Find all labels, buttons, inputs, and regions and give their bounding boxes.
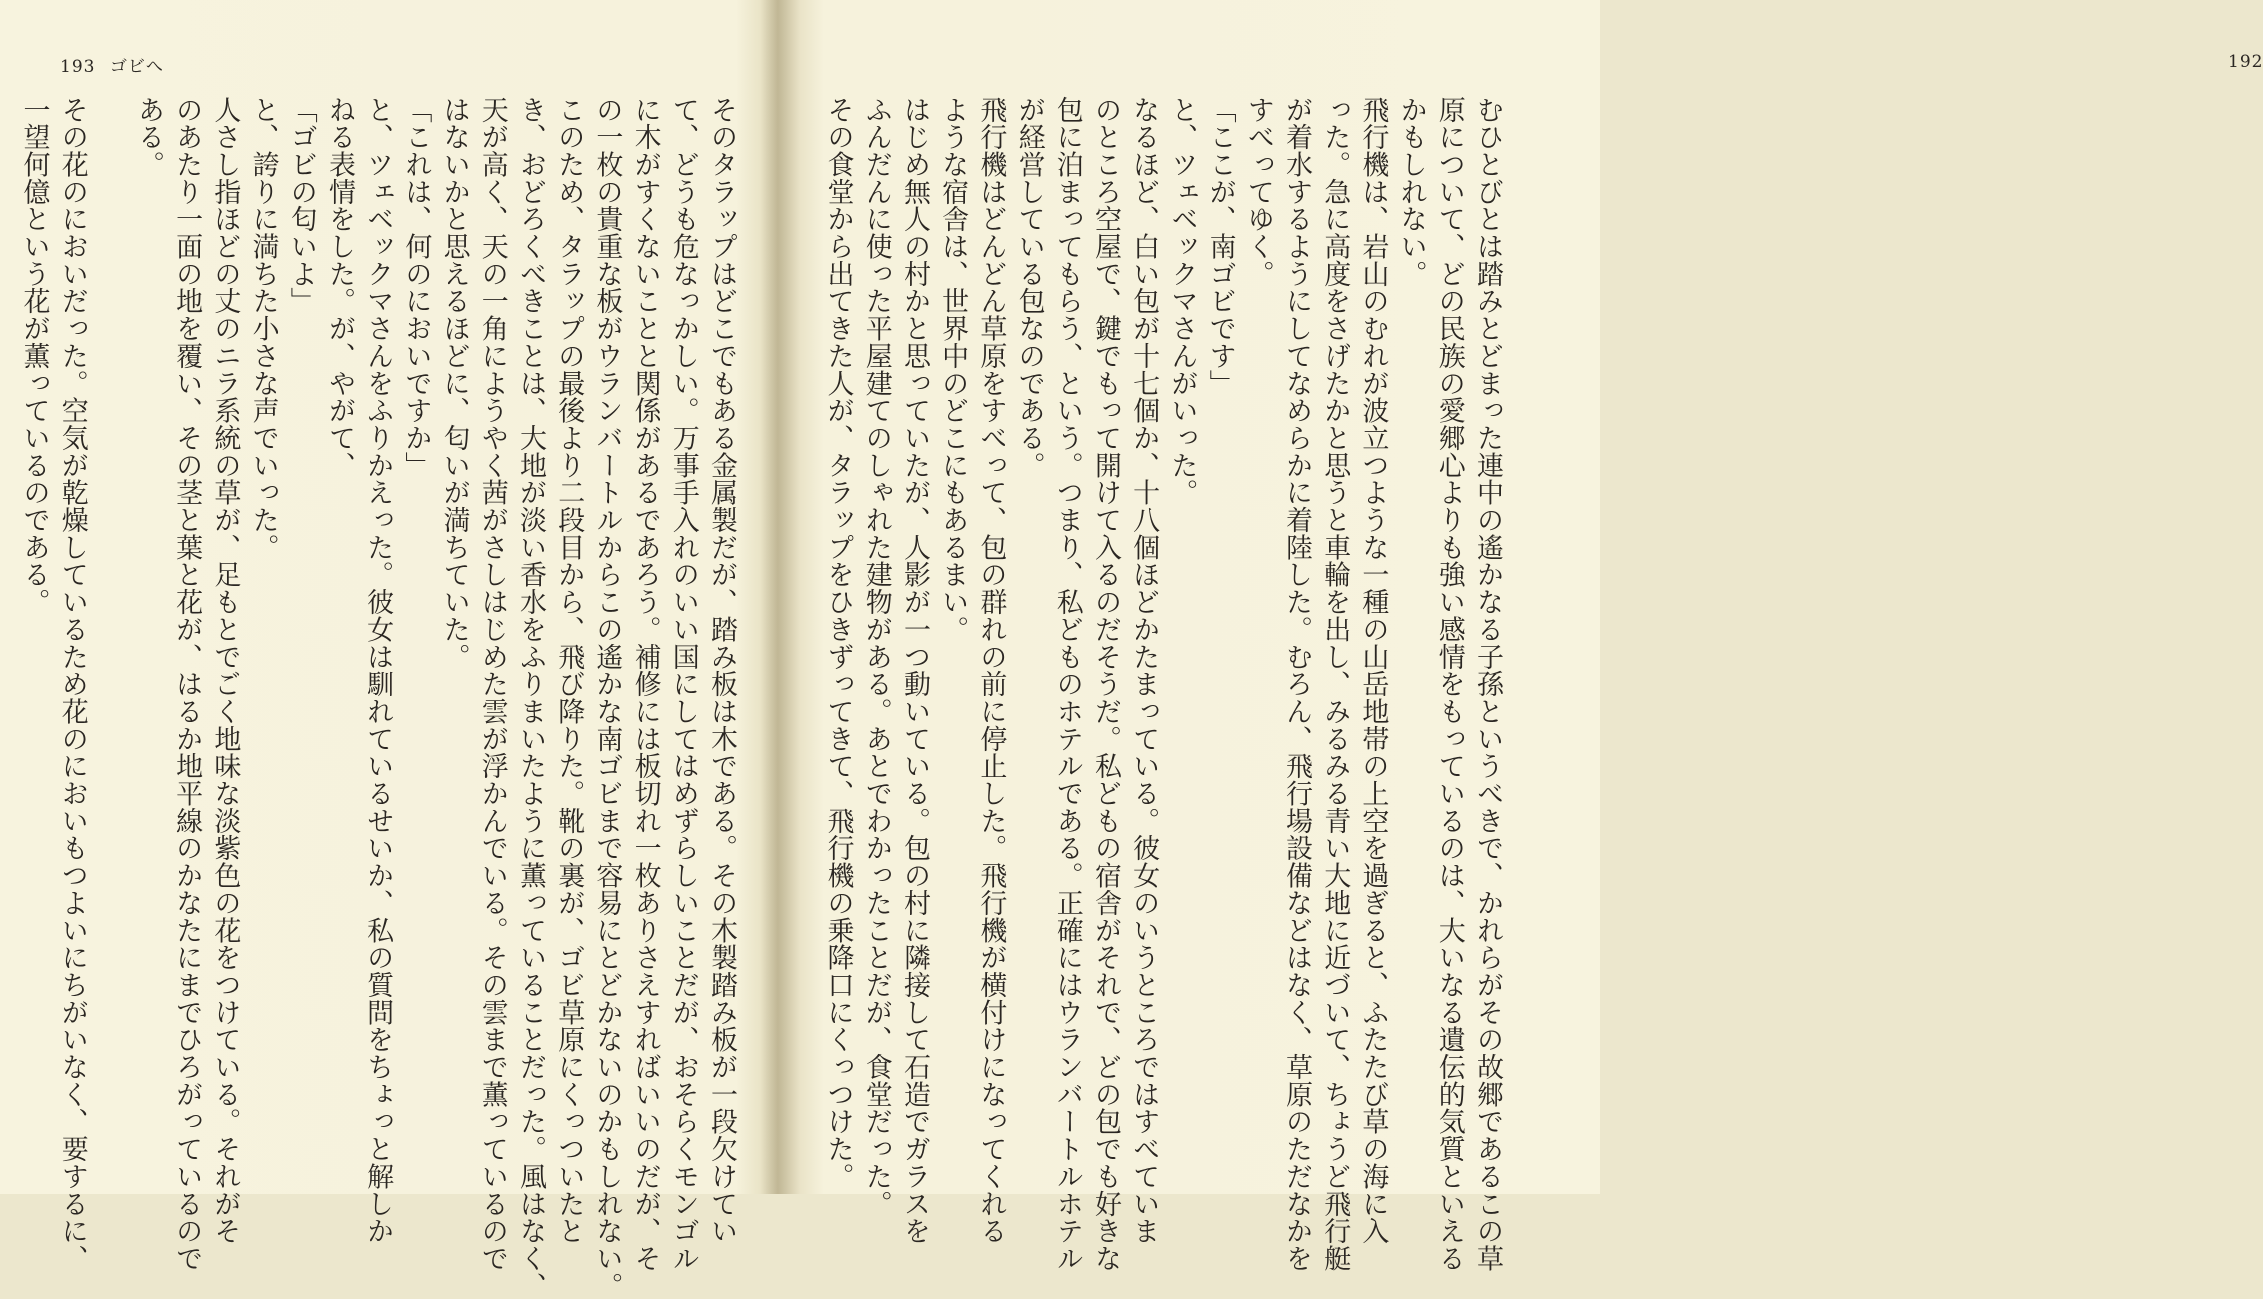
- text-line: その食堂から出てきた人が、タラップをひきずってきて、飛行機の乗降口にくっつけた。: [822, 96, 854, 1190]
- text-line: 包に泊まってもらう、という。つまり、私どものホテルである。正確にはウランバートルホテル: [1051, 96, 1083, 1273]
- text-line: が経営している包なのである。: [1013, 96, 1045, 479]
- left-page-header: [60, 52, 164, 77]
- text-line: はじめ無人の村かと思っていたが、人影が一つ動いている。包の村に隣接して石造でガラスを: [898, 96, 930, 1245]
- text-line: 一望何億という花が薫っているのである。: [18, 96, 50, 616]
- text-line: と、ツェベックマさんをふりかえった。彼女は馴れているせいか、私の質問をちょっと解しか: [362, 96, 394, 1245]
- text-line: このため、タラップの最後より二段目から、飛び降りた。靴の裏が、ゴビ草原にくっついたと: [553, 96, 585, 1245]
- text-line: そのタラップはどこでもある金属製だが、踏み板は木である。その木製踏み板が一段欠けてい: [706, 96, 737, 1245]
- text-line: 原について、どの民族の愛郷心よりも強い感情をもっているのは、大いなる遺伝的気質といえる: [1433, 96, 1465, 1273]
- text-line: 飛行機はどんどん草原をすべって、包の群れの前に停止した。飛行機が横付けになってくれる: [975, 96, 1007, 1245]
- text-line: に木がすくないことと関係があるであろう。補修には板切れ一枚ありさえすればいいのだが、そ: [629, 96, 661, 1273]
- left-page-body: [18, 96, 740, 1299]
- text-line: ある。: [132, 96, 164, 179]
- text-line: が着水するようにしてなめらかに着陸した。むろん、飛行場設備などはなく、草原のただなかを: [1280, 96, 1312, 1273]
- right-page-body: [820, 96, 1506, 1273]
- text-line: 人さし指ほどの丈のニラ系統の草が、足もとでごく地味な淡紫色の花をつけている。それがそ: [209, 96, 241, 1245]
- text-line: 天が高く、天の一角にようやく茜がさしはじめた雲が浮かんでいる。その雲まで薫っているので: [476, 96, 508, 1273]
- running-head-title: ゴビへ: [109, 57, 164, 77]
- text-line: 「ここが、南ゴビです」: [1204, 96, 1236, 397]
- text-line: 飛行機は、岩山のむれが波立つような一種の山岳地帯の上空を過ぎると、ふたたび草の海に入: [1357, 96, 1389, 1245]
- text-line: 「これは、何のにおいですか」: [400, 96, 432, 479]
- text-line: き、おどろくべきことは、大地が淡い香水をふりまいたように薫っていることだった。風はなく、: [514, 96, 546, 1299]
- page-number-right: 192: [2228, 52, 2263, 72]
- page-number-left: 193: [60, 57, 96, 77]
- text-line: の一枚の貴重な板がウランバートルからこの遙かな南ゴビまで容易にとどかないのかもしれない。: [591, 96, 623, 1299]
- text-line: 「ゴビの匂いよ」: [285, 96, 317, 315]
- text-line: ような宿舎は、世界中のどこにもあるまい。: [937, 96, 969, 643]
- text-line: のあたり一面の地を覆い、その茎と葉と花が、はるか地平線のかなたにまでひろがっているので: [171, 96, 203, 1273]
- text-line: むひとびとは踏みとどまった連中の遙かなる子孫というべきで、かれらがその故郷であるこの草: [1472, 96, 1503, 1273]
- text-line: すべってゆく。: [1242, 96, 1274, 288]
- text-line: のところ空屋で、鍵でもって開けて入るのだそうだ。私どもの宿舎がそれで、どの包でも好きな: [1089, 96, 1121, 1273]
- text-line: った。急に高度をさげたかと思うと車輪を出し、みるみる青い大地に近づいて、ちょうど飛行艇: [1319, 96, 1351, 1273]
- text-line: なるほど、白い包が十七個か、十八個ほどかたまっている。彼女のいうところではすべていま: [1128, 96, 1160, 1245]
- text-line: と、誇りに満ちた小さな声でいった。: [247, 96, 279, 561]
- right-page-header: [2228, 52, 2263, 72]
- text-line: その花のにおいだった。空気が乾燥しているため花のにおいもつよいにちがいなく、要するに、: [56, 96, 88, 1273]
- text-line: かもしれない。: [1395, 96, 1427, 288]
- text-line: て、どうも危なっかしい。万事手入れのいい国にしてはめずらしいことだが、おそらくモンゴル: [667, 96, 699, 1273]
- text-line: はないかと思えるほどに、匂いが満ちていた。: [438, 96, 470, 671]
- paragraph-gap: [91, 96, 129, 97]
- text-line: ふんだんに使った平屋建てのしゃれた建物がある。あとでわかったことだが、食堂だった。: [860, 96, 892, 1218]
- text-line: ねる表情をした。が、やがて、: [323, 96, 355, 479]
- text-line: と、ツェベックマさんがいった。: [1166, 96, 1198, 507]
